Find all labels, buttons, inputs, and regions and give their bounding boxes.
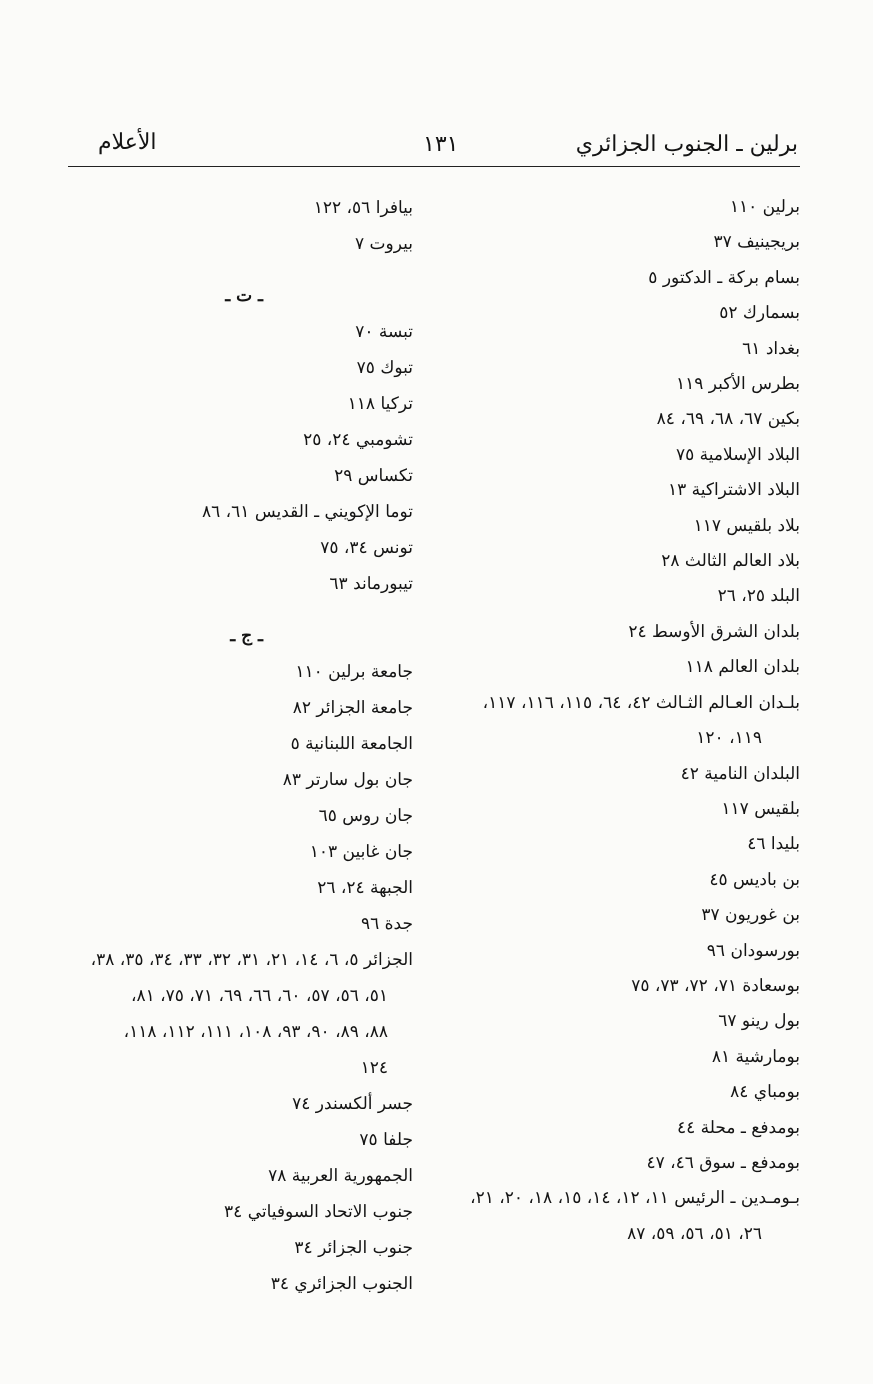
index-entry: الجبهة ٢٤، ٢٦ [317,878,413,898]
index-entry: جان روس ٦٥ [318,806,413,826]
letter-heading-ta: ـ ت ـ [225,286,263,306]
index-entry: البلدان النامية ٤٢ [680,763,800,784]
page-number: ١٣١ [423,132,459,157]
index-entry: بلدان الشرق الأوسط ٢٤ [628,621,800,642]
section-title: الأعلام [98,130,157,155]
running-title: برلين ـ الجنوب الجزائري [575,132,798,157]
index-entry: توما الإكويني ـ القديس ٦١، ٨٦ [202,502,413,522]
index-entry: بغداد ٦١ [742,338,800,359]
index-entry: بليدا ٤٦ [747,834,800,855]
index-entry: تكساس ٢٩ [334,466,413,486]
index-group-ta [53,314,413,602]
index-entry: جامعة برلين ١١٠ [295,662,413,682]
index-entry: تبوك ٧٥ [356,358,413,378]
index-entry: بطرس الأكبر ١١٩ [675,374,800,395]
index-column-left [53,190,413,1302]
index-entry: بومدفع ـ محلة ٤٤ [677,1117,800,1138]
index-entry: بـومـدين ـ الرئيس ١١، ١٢، ١٤، ١٥، ١٨، ٢٠، ٢١، [470,1188,800,1209]
index-entry: تبسة ٧٠ [355,322,413,342]
index-entry: تيبورماند ٦٣ [329,574,413,594]
index-entry: تركيا ١١٨ [347,394,413,414]
index-entry: جنوب الجزائر ٣٤ [294,1238,413,1258]
index-entry: بوسعادة ٧١، ٧٢، ٧٣، ٧٥ [631,975,800,996]
index-entry: جان غابين ١٠٣ [309,842,413,862]
index-entry: جسر ألكسندر ٧٤ [292,1094,413,1114]
index-entry: البلاد الإسلامية ٧٥ [676,444,800,465]
index-entry: بلاد العالم الثالث ٢٨ [661,551,800,572]
index-entry: بن غوريون ٣٧ [701,905,800,926]
index-entry: بن باديس ٤٥ [709,869,800,890]
index-entry: جدة ٩٦ [360,914,413,934]
index-entry: تشومبي ٢٤، ٢٥ [303,430,413,450]
index-entry: بومدفع ـ سوق ٤٦، ٤٧ [646,1152,800,1173]
index-entry: الجنوب الجزائري ٣٤ [270,1274,413,1294]
index-entry: جان بول سارتر ٨٣ [282,770,413,790]
index-entry: جلفا ٧٥ [359,1130,413,1150]
spacer [53,602,413,618]
index-entry: بلقيس ١١٧ [721,798,800,819]
index-entry: بومارشية ٨١ [711,1046,800,1067]
index-group-jim [53,654,413,1302]
spacer [53,262,413,278]
index-entry: بسام بركة ـ الدكتور ٥ [648,267,800,288]
index-entry: بورسودان ٩٦ [706,940,800,961]
index-entry: بلـدان العـالم الثـالث ٤٢، ٦٤، ١١٥، ١١٦، ١١٧، [482,692,800,713]
index-column-right [440,190,800,1252]
index-entry-continuation: ٥١، ٥٦، ٥٧، ٦٠، ٦٦، ٦٩، ٧١، ٧٥، ٨١، [130,986,388,1006]
index-entry: بلاد بلقيس ١١٧ [693,515,800,536]
index-entry: جامعة الجزائر ٨٢ [292,698,413,718]
index-entry: الجمهورية العربية ٧٨ [268,1166,413,1186]
index-entry-continuation: ٨٨، ٨٩، ٩٠، ٩٣، ١٠٨، ١١١، ١١٢، ١١٨، [123,1022,388,1042]
index-entry-continuation: ١١٩، ١٢٠ [696,728,762,749]
index-entry: بسمارك ٥٢ [719,303,800,324]
index-entry: بيافرا ٥٦، ١٢٢ [313,198,413,218]
index-entry: بومباي ٨٤ [730,1082,800,1103]
index-entry: برلين ١١٠ [729,197,800,217]
index-entry-continuation: ٢٦، ٥١، ٥٦، ٥٩، ٨٧ [627,1223,762,1244]
letter-heading-jim: ـ ج ـ [230,626,263,646]
index-entry: البلاد الاشتراكية ١٣ [667,480,800,501]
index-entry: بول رينو ٦٧ [718,1011,800,1032]
index-entry: جنوب الاتحاد السوفياتي ٣٤ [224,1202,413,1222]
index-entry: بيروت ٧ [355,234,413,254]
index-entry: بكين ٦٧، ٦٨، ٦٩، ٨٤ [656,409,800,430]
index-entry-continuation: ١٢٤ [360,1058,388,1078]
index-group-ba [53,190,413,262]
index-entry: تونس ٣٤، ٧٥ [320,538,413,558]
index-entry: بلدان العالم ١١٨ [685,657,800,678]
index-entry: الجامعة اللبنانية ٥ [290,734,413,754]
index-entry: الجزائر ٥، ٦، ١٤، ٢١، ٣١، ٣٢، ٣٣، ٣٤، ٣٥، ٣٨، [90,950,413,970]
index-entry: البلد ٢٥، ٢٦ [717,586,800,607]
index-entry: بريجينيف ٣٧ [713,232,800,253]
page-header [68,128,800,167]
